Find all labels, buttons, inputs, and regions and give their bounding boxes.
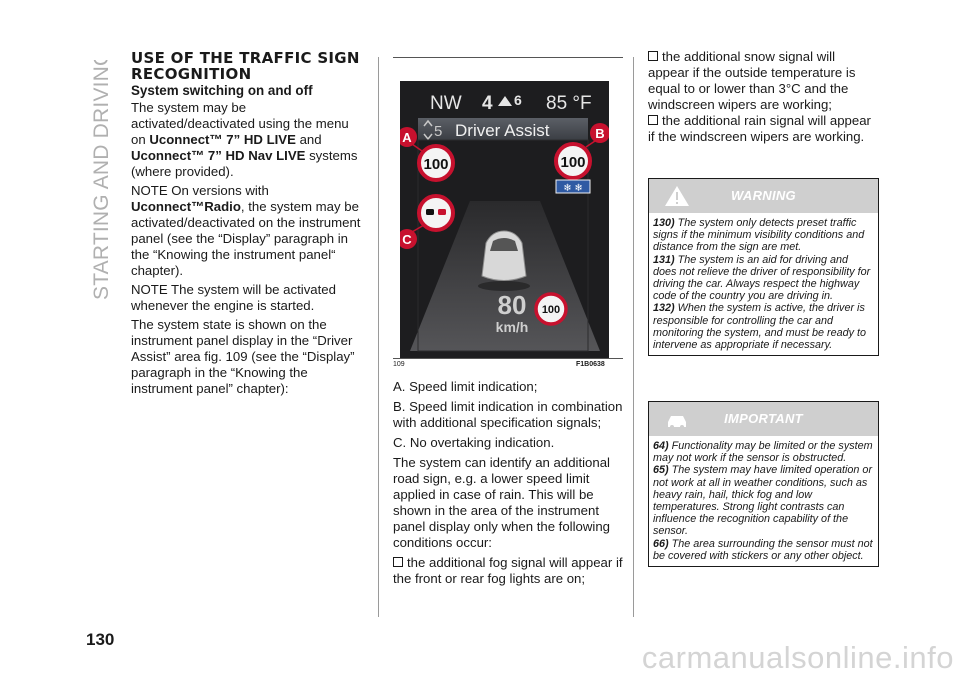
- checkbox-bullet-icon: [393, 557, 403, 567]
- important-note: 66) The area surrounding the sensor must not be covered with stickers or any other object.: [653, 537, 873, 562]
- section-heading: USE OF THE TRAFFIC SIGN RECOGNITION: [131, 49, 360, 83]
- paragraph-additional-sign: The system can identify an additional road sign, e.g. a lower speed limit applied in case of rain. This will be shown in the area of the instrument panel display only when the following conditions occur:: [393, 455, 611, 550]
- temperature-readout: 85 °F: [546, 93, 592, 114]
- figure-top-rule: [393, 57, 623, 58]
- bullet-rain: the additional rain signal will appear if the windscreen wipers are working.: [648, 113, 871, 144]
- side-title-text: STARTING AND DRIVING: [90, 60, 113, 300]
- speed-limit-a-value: 100: [423, 156, 449, 173]
- svg-text:A: A: [402, 130, 412, 145]
- paragraph-state: The system state is shown on the instrument panel display in the “Driver Assist” area fig. 109 (see the “Display” paragraph in the “Knowing the instrument panel” chapter):: [131, 317, 355, 396]
- paragraph-radio-note: NOTE On versions with Uconnect™Radio, the system may be activated/deactivated on the instrument panel (see the “Display” paragraph in the “Knowing the instrument panel“ chapter).: [131, 183, 361, 278]
- speed-limit-b-value: 100: [560, 154, 586, 171]
- current-speed: 80: [497, 290, 527, 320]
- legend-item-b: B. Speed limit indication in combination with additional specification signals;: [393, 399, 623, 430]
- car-left-icon: [426, 209, 434, 215]
- legend-item-a: A. Speed limit indication;: [393, 379, 538, 394]
- paragraph-engine-note: NOTE The system will be activated whenever the engine is started.: [131, 282, 336, 313]
- watermark: carmanualsonline.info: [641, 640, 954, 675]
- important-header: [649, 402, 878, 436]
- section-side-title: [86, 60, 116, 300]
- warning-note: 132) When the system is active, the driver is responsible for controlling the car and monitoring the system, and must be ready to intervene as appropriate if necessary.: [653, 302, 867, 352]
- warning-note: 131) The system is an aid for driving and does not relieve the driver of responsibility for driving the car. Always respect the highway code of the country you are driving in.: [653, 253, 871, 303]
- bullet-fog: the additional fog signal will appear if the front or rear fog lights are on;: [393, 555, 623, 586]
- section-subheading: System switching on and off: [131, 83, 313, 98]
- svg-text:B: B: [595, 126, 605, 141]
- important-box: [648, 401, 879, 567]
- column-3: [648, 49, 878, 145]
- gear-indicator: 4: [482, 93, 493, 114]
- column-1: [131, 50, 363, 400]
- gear-indicator-next: 6: [514, 92, 522, 108]
- paragraph-activation: The system may be activated/deactivated using the menu on Uconnect™ 7” HD LIVE and Uconnect™ 7” HD Nav LIVE systems (where provided).: [131, 100, 358, 179]
- snowflake-icon: ❄ ❄: [563, 183, 583, 194]
- warning-title: WARNING: [731, 188, 796, 203]
- warning-box: [648, 178, 879, 356]
- column-2: [393, 379, 625, 591]
- important-note: 64) Functionality may be limited or the system may not work if the sensor is obstructed.: [653, 440, 873, 465]
- compass-readout: NW: [430, 93, 462, 114]
- warning-header: [649, 179, 878, 213]
- car-right-icon: [438, 209, 446, 215]
- svg-text:C: C: [402, 232, 412, 247]
- figure-bottom-rule: [393, 358, 623, 359]
- menu-number: 5: [434, 123, 443, 140]
- warning-note: 130) The system only detects preset traffic signs if the minimum visibility conditions and distance from the sign are met.: [653, 217, 865, 254]
- important-notes: [649, 436, 878, 566]
- checkbox-bullet-icon: [648, 115, 658, 125]
- column-divider: [633, 57, 634, 617]
- figure-code: F1B0638: [576, 361, 605, 368]
- no-overtaking-sign: [419, 196, 453, 230]
- bullet-snow: the additional snow signal will appear if the outside temperature is equal to or lower than 3°C and the windscreen wipers are working;: [648, 49, 856, 112]
- important-title: IMPORTANT: [724, 411, 803, 426]
- checkbox-bullet-icon: [648, 51, 658, 61]
- speed-unit: km/h: [495, 319, 529, 335]
- column-divider: [378, 57, 379, 617]
- instrument-panel-figure: [400, 81, 609, 359]
- legend-item-c: C. No overtaking indication.: [393, 435, 555, 450]
- important-note: 65) The system may have limited operation or not work at all in weather conditions, such as heavy rain, hail, thick fog and low temperatures. Strong light contrasts can influence the recognition capability of the sensor.: [653, 464, 873, 538]
- speed-limit-small-value: 100: [541, 304, 561, 316]
- figure-number: 109: [393, 361, 405, 368]
- menu-title: Driver Assist: [455, 121, 550, 140]
- warning-notes: [649, 213, 878, 355]
- page-number: 130: [86, 630, 115, 649]
